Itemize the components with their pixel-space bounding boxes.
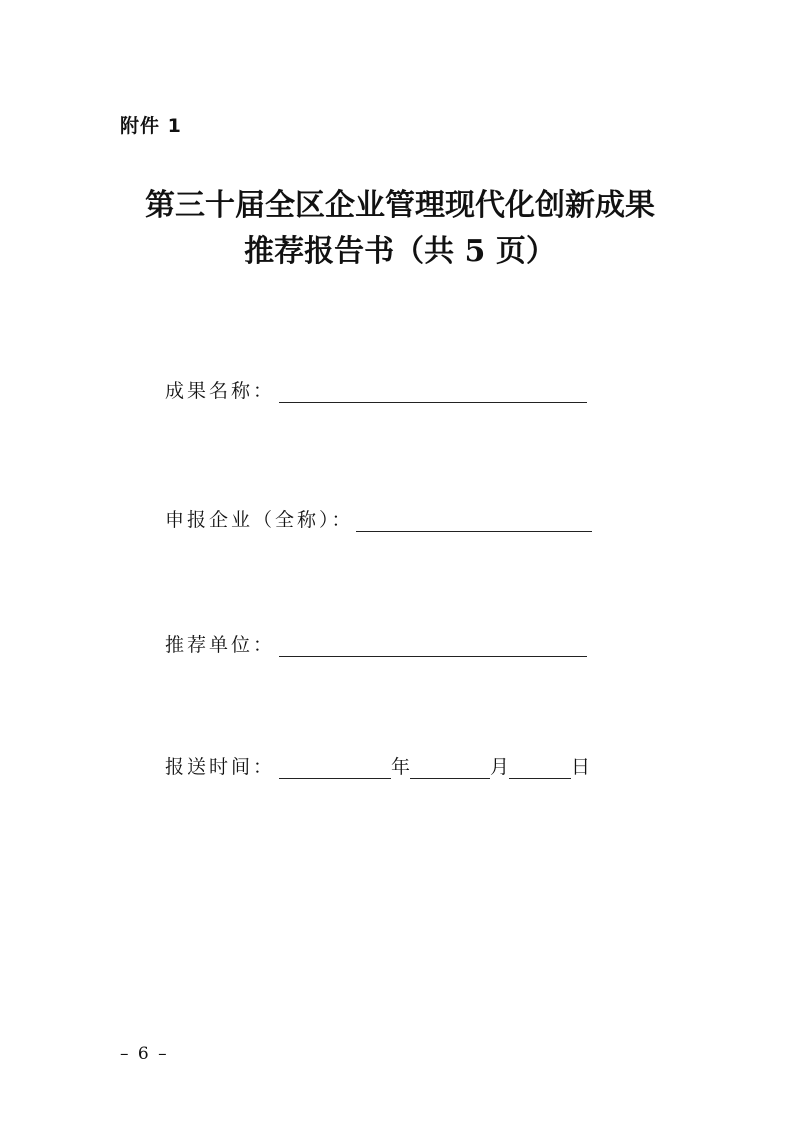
recommender-field (165, 630, 587, 657)
recommender-label: 推荐单位： (165, 634, 276, 656)
year-blank[interactable] (279, 758, 391, 779)
applicant-field (165, 505, 592, 532)
recommender-blank[interactable] (279, 636, 587, 657)
achievement-name-field (165, 376, 587, 403)
submit-time-label: 报送时间： (165, 756, 276, 778)
submit-time-field (165, 752, 590, 779)
achievement-name-label: 成果名称： (165, 380, 276, 402)
applicant-label: 申报企业（全称）： (165, 509, 354, 531)
day-unit: 日 (571, 756, 591, 778)
page-number: – 6 – (120, 1044, 169, 1064)
month-blank[interactable] (410, 758, 490, 779)
day-blank[interactable] (509, 758, 571, 779)
month-unit: 月 (490, 756, 510, 778)
document-title-line1: 第三十届全区企业管理现代化创新成果 (145, 188, 655, 223)
attachment-label: 附件 1 (120, 115, 182, 137)
applicant-blank[interactable] (356, 511, 592, 532)
year-unit: 年 (391, 756, 411, 778)
achievement-name-blank[interactable] (279, 382, 587, 403)
document-title-line2: 推荐报告书（共 5 页） (244, 234, 556, 269)
